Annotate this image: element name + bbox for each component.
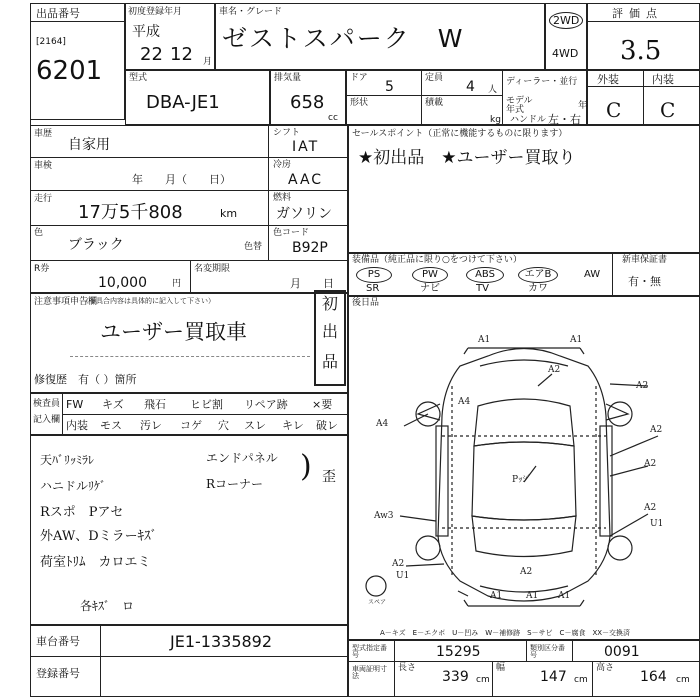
inspector-label-1: 検査員 bbox=[33, 399, 61, 409]
shift-value: IAT bbox=[292, 139, 320, 155]
height-label: 高さ bbox=[596, 663, 615, 673]
mark-8: A2 bbox=[644, 459, 657, 469]
hand-note-2: ハニドルﾘｹﾞ bbox=[40, 479, 107, 493]
mirror-right bbox=[606, 404, 628, 420]
insp-x: ×要 bbox=[312, 398, 333, 411]
hand-note-right-2: Rコーナー bbox=[206, 477, 264, 491]
car-name: ゼストスパーク W bbox=[222, 24, 465, 53]
category-label: 類別区分番号 bbox=[530, 644, 565, 659]
mark-6: A2 bbox=[636, 381, 649, 391]
model-value: DBA-JE1 bbox=[146, 92, 220, 113]
height-value: 164 bbox=[640, 669, 667, 685]
width-value: 147 bbox=[540, 669, 567, 685]
model-label: 型式 bbox=[129, 73, 148, 83]
shape-label: 形状 bbox=[350, 98, 369, 108]
recycle-unit: 円 bbox=[172, 279, 182, 289]
capacity-value: 4 bbox=[466, 79, 475, 95]
equip-navi: ナビ bbox=[420, 283, 440, 294]
hand-note-4: 外AW、Dミラーｷｽﾞ bbox=[40, 529, 158, 544]
recycle-value: 10,000 bbox=[98, 275, 147, 291]
mark-14: A4 bbox=[458, 397, 471, 407]
hand-note-warp: 歪 bbox=[322, 469, 336, 485]
inspection-value: 年 月（ 日） bbox=[132, 173, 231, 186]
lot-number: 6201 bbox=[36, 56, 103, 86]
width-unit: cm bbox=[574, 675, 588, 685]
insp-cut: キレ bbox=[282, 419, 304, 432]
color-change-label: 色替 bbox=[244, 242, 263, 252]
rear-window bbox=[472, 516, 576, 557]
month-unit: 月 bbox=[203, 57, 213, 67]
hand-note-bottom: 各ｷｽﾞ ロ bbox=[80, 599, 135, 613]
windshield bbox=[474, 399, 574, 446]
insp-tear: 破レ bbox=[316, 419, 338, 432]
load-label: 積載 bbox=[425, 98, 444, 108]
shift-label: シフト bbox=[273, 128, 301, 138]
notes-text: ユーザー買取車 bbox=[100, 320, 247, 344]
length-unit: cm bbox=[476, 675, 490, 685]
exterior-label: 外装 bbox=[597, 73, 619, 86]
equipment-label: 装備品（純正品に限り○をつけて下さい） bbox=[352, 255, 522, 265]
door-value: 5 bbox=[385, 79, 394, 95]
equip-ps: PS bbox=[356, 267, 392, 283]
mark-2: A1 bbox=[570, 335, 583, 345]
equip-aw: AW bbox=[584, 269, 601, 280]
sales-point-label: セールスポイント（正常に機能するものに限ります） bbox=[352, 129, 568, 139]
load-unit: kg bbox=[490, 115, 501, 125]
ac-value: AAC bbox=[288, 172, 324, 188]
insp-burn: コゲ bbox=[180, 419, 202, 432]
history-label: 車歴 bbox=[34, 129, 53, 139]
length-label: 長さ bbox=[398, 663, 417, 673]
wheel-rear-left bbox=[416, 536, 440, 560]
equip-abs: ABS bbox=[466, 267, 504, 283]
displacement-unit: cc bbox=[328, 113, 338, 123]
mark-9: A2 bbox=[644, 503, 657, 513]
color-code-value: B92P bbox=[292, 240, 328, 256]
insp-fw: FW bbox=[66, 398, 84, 411]
stamp-char-3: 品 bbox=[322, 352, 339, 371]
insp-interior: 内装 bbox=[66, 419, 88, 432]
mark-7: A2 bbox=[650, 425, 663, 435]
reg-year: 22 bbox=[140, 44, 163, 65]
drive-4wd: 4WD bbox=[552, 47, 579, 60]
fuel-label: 燃料 bbox=[273, 193, 292, 203]
score-label: 評価点 bbox=[612, 7, 663, 20]
lot-label: 出品番号 bbox=[36, 7, 80, 20]
insp-hole: 穴 bbox=[218, 419, 229, 432]
handle-label: ハンドル bbox=[510, 115, 547, 125]
reg-label: 登録番号 bbox=[36, 667, 80, 680]
size-label: 車両証明寸法 bbox=[352, 665, 387, 680]
dealer-label: ディーラー・並行 bbox=[506, 77, 578, 87]
hand-note-right-1: エンドパネル bbox=[206, 451, 278, 465]
color-code-label: 色コード bbox=[273, 228, 310, 238]
mileage-value: 17万5千808 bbox=[78, 202, 183, 223]
stamp-char-2: 出 bbox=[322, 322, 339, 341]
car-diagram bbox=[348, 296, 700, 640]
hand-note-3: Rスポ Pアセ bbox=[40, 505, 124, 520]
sales-point-box bbox=[348, 125, 700, 253]
exterior-grade: C bbox=[606, 98, 622, 122]
equip-airbag: エアB bbox=[518, 267, 558, 283]
equip-pw: PW bbox=[412, 267, 448, 283]
mark-3: A1 bbox=[490, 591, 503, 601]
recycle-label: R券 bbox=[34, 264, 50, 274]
color-value: ブラック bbox=[68, 237, 124, 253]
mark-13: A4 bbox=[376, 419, 389, 429]
height-unit: cm bbox=[676, 675, 690, 685]
notes-sub: （不具合内容は具体的に記入して下さい） bbox=[82, 297, 215, 305]
expiry-unit: 月 日 bbox=[290, 277, 334, 290]
model-code-label: 型式指定番号 bbox=[352, 644, 387, 659]
right-side bbox=[600, 426, 612, 536]
displacement-value: 658 bbox=[290, 92, 325, 113]
warranty-label: 新車保証書 bbox=[622, 255, 668, 265]
history-value: 自家用 bbox=[68, 137, 110, 153]
mark-10: A2 bbox=[548, 365, 561, 375]
stamp-char-1: 初 bbox=[322, 294, 339, 313]
insp-crack: ヒビ割 bbox=[190, 398, 223, 411]
mark-12: A2 bbox=[392, 559, 405, 569]
insp-rub: スレ bbox=[244, 419, 266, 432]
expiry-label: 名変期限 bbox=[194, 264, 231, 274]
width-label: 幅 bbox=[496, 663, 506, 673]
category-value: 0091 bbox=[604, 644, 640, 660]
model-year-unit: 年 bbox=[578, 101, 588, 111]
insp-scratch: キズ bbox=[102, 398, 124, 411]
mark-11: A2 bbox=[520, 567, 533, 577]
displacement-label: 排気量 bbox=[274, 73, 302, 83]
repair-label: 後日品 bbox=[352, 298, 380, 308]
equip-sr: SR bbox=[366, 283, 380, 294]
hand-note-5: 荷室ﾄﾘﾑ カロエミ bbox=[40, 555, 151, 570]
drive-2wd: 2WD bbox=[549, 12, 583, 29]
damage-legend: A－キズ E－エクボ U－凹み W－補修跡 S－サビ C－腐食 XX－交換済 bbox=[380, 629, 631, 637]
era: 平成 bbox=[132, 24, 160, 40]
inspection-label: 車検 bbox=[34, 161, 53, 171]
model-code-value: 15295 bbox=[436, 644, 481, 660]
insp-repair: リペア跡 bbox=[244, 398, 288, 411]
insp-dirt: 汚レ bbox=[140, 419, 162, 432]
warranty-value: 有・無 bbox=[628, 275, 661, 288]
interior-label: 内装 bbox=[652, 73, 674, 86]
color-label: 色 bbox=[34, 228, 44, 238]
model-year-label: モデル年式 bbox=[506, 96, 533, 115]
score-value: 3.5 bbox=[620, 36, 662, 66]
spare-label: スペア bbox=[368, 599, 387, 606]
reg-month: 12 bbox=[170, 44, 193, 65]
mark-15: Aw3 bbox=[374, 511, 394, 521]
capacity-label: 定員 bbox=[425, 73, 444, 83]
hand-note-right-paren: ) bbox=[300, 449, 312, 484]
notes-label: 注意事項申告欄 bbox=[34, 297, 98, 307]
mark-18: U1 bbox=[396, 571, 410, 581]
hand-note-1: 天ﾊﾞﾘｯﾐﾗﾚ bbox=[40, 453, 95, 467]
spare-tire bbox=[366, 576, 386, 596]
length-value: 339 bbox=[442, 669, 469, 685]
fuel-value: ガソリン bbox=[276, 206, 332, 222]
insp-moss: モス bbox=[100, 419, 122, 432]
mark-1: A1 bbox=[478, 335, 491, 345]
door-label: ドア bbox=[350, 73, 368, 83]
equip-leather: カワ bbox=[528, 283, 548, 294]
damage-lines bbox=[400, 374, 658, 596]
lot-bracket: [2164] bbox=[36, 37, 66, 47]
mark-5: A1 bbox=[558, 591, 571, 601]
inspector-label-2: 記入欄 bbox=[33, 415, 61, 425]
sales-point-text: ★初出品 ★ユーザー買取り bbox=[358, 148, 576, 168]
chassis-value: JE1-1335892 bbox=[170, 632, 273, 651]
left-side bbox=[436, 426, 448, 536]
capacity-unit: 人 bbox=[488, 85, 498, 95]
mark-4: A1 bbox=[526, 591, 539, 601]
chassis-label: 車台番号 bbox=[36, 635, 80, 648]
interior-grade: C bbox=[660, 98, 676, 122]
handle-value: 左・右 bbox=[548, 113, 581, 126]
wheel-rear-right bbox=[608, 536, 632, 560]
mileage-label: 走行 bbox=[34, 194, 53, 204]
mark-17: U1 bbox=[650, 519, 664, 529]
mileage-unit: km bbox=[220, 207, 238, 220]
insp-chip: 飛石 bbox=[144, 398, 166, 411]
mark-16: Pｯｼﾞ bbox=[512, 475, 532, 485]
ac-label: 冷房 bbox=[273, 160, 292, 170]
equip-tv: TV bbox=[476, 283, 489, 294]
car-name-label: 車名・グレード bbox=[219, 7, 283, 17]
first-reg-label: 初度登録年月 bbox=[128, 7, 183, 17]
repair-history: 修復歴 有（ ）箇所 bbox=[34, 373, 137, 386]
